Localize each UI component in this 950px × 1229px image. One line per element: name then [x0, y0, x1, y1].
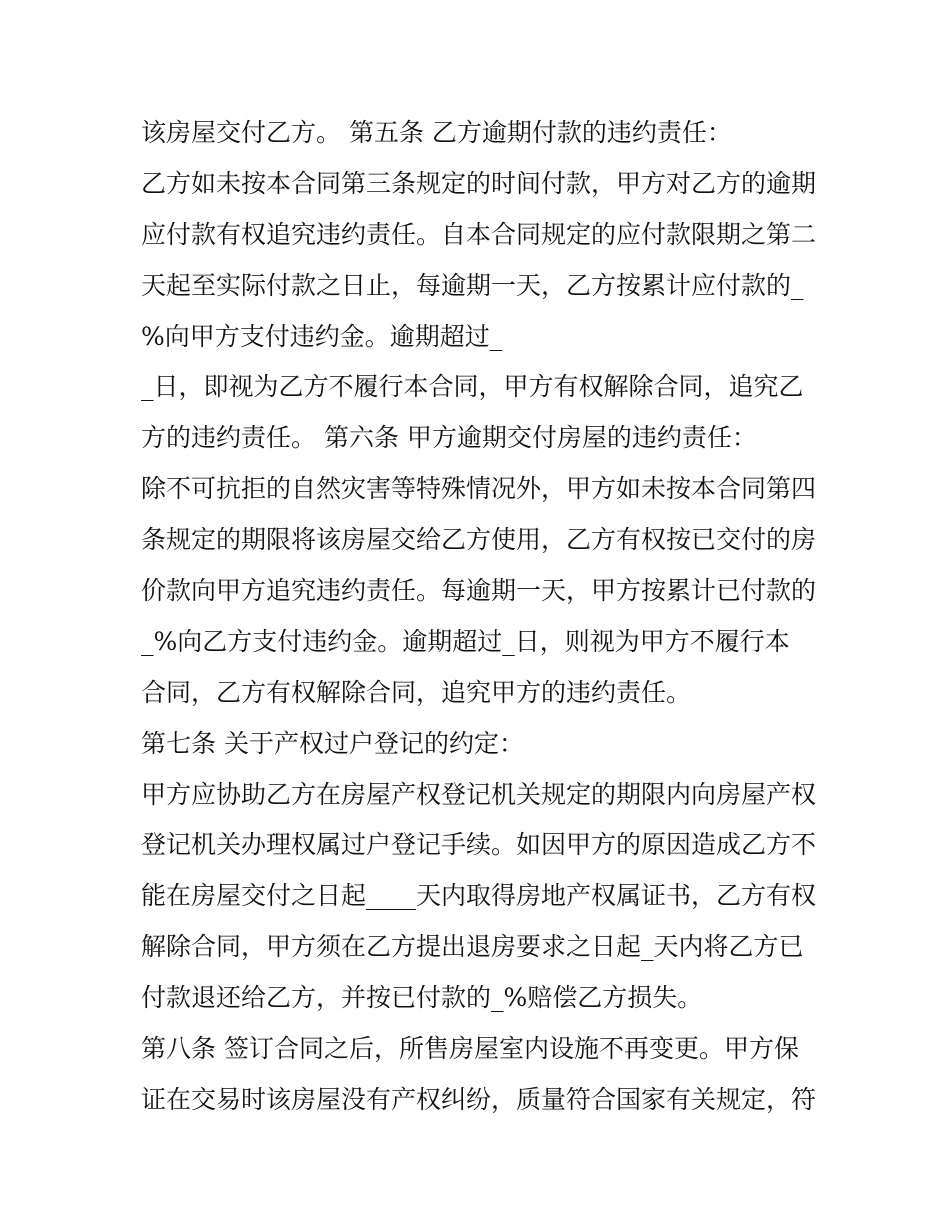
- text-line: 解除合同，甲方须在乙方提出退房要求之日起_天内将乙方已: [141, 932, 804, 962]
- text-line: 第八条 签订合同之后，所售房屋室内设施不再变更。甲方保: [141, 1034, 799, 1064]
- text-line: 该房屋交付乙方。 第五条 乙方逾期付款的违约责任：: [141, 118, 732, 147]
- text-line: _日，即视为乙方不履行本合同，甲方有权解除合同，追究乙: [141, 372, 804, 402]
- text-line: 天起至实际付款之日止，每逾期一天，乙方按累计应付款的_: [141, 270, 804, 300]
- text-line: 第七条 关于产权过户登记的约定：: [141, 728, 524, 758]
- text-line: 合同，乙方有权解除合同，追究甲方的违约责任。: [141, 677, 692, 707]
- text-line: 应付款有权追究违约责任。自本合同规定的应付款限期之第二: [141, 219, 817, 249]
- text-line: 方的违约责任。 第六条 甲方逾期交付房屋的违约责任：: [141, 423, 757, 453]
- text-line: 证在交易时该房屋没有产权纠纷，质量符合国家有关规定，符: [141, 1084, 817, 1114]
- text-line: _%向乙方支付违约金。逾期超过_日，则视为甲方不履行本: [141, 626, 790, 656]
- text-line: 付款退还给乙方，并按已付款的_%赔偿乙方损失。: [141, 983, 703, 1013]
- text-line: 价款向甲方追究违约责任。每逾期一天，甲方按累计已付款的: [141, 576, 817, 606]
- text-line: 登记机关办理权属过户登记手续。如因甲方的原因造成乙方不: [141, 830, 817, 860]
- contract-text: [141, 108, 821, 1126]
- text-line: 能在房屋交付之日起____天内取得房地产权属证书，乙方有权: [141, 881, 817, 911]
- text-line: 条规定的期限将该房屋交给乙方使用，乙方有权按已交付的房: [141, 525, 817, 555]
- text-line: 除不可抗拒的自然灾害等特殊情况外，甲方如未按本合同第四: [141, 474, 817, 504]
- text-line: 乙方如未按本合同第三条规定的时间付款，甲方对乙方的逾期: [141, 168, 817, 198]
- text-line: %向甲方支付违约金。逾期超过_: [141, 321, 503, 351]
- text-line: 甲方应协助乙方在房屋产权登记机关规定的期限内向房屋产权: [141, 779, 817, 809]
